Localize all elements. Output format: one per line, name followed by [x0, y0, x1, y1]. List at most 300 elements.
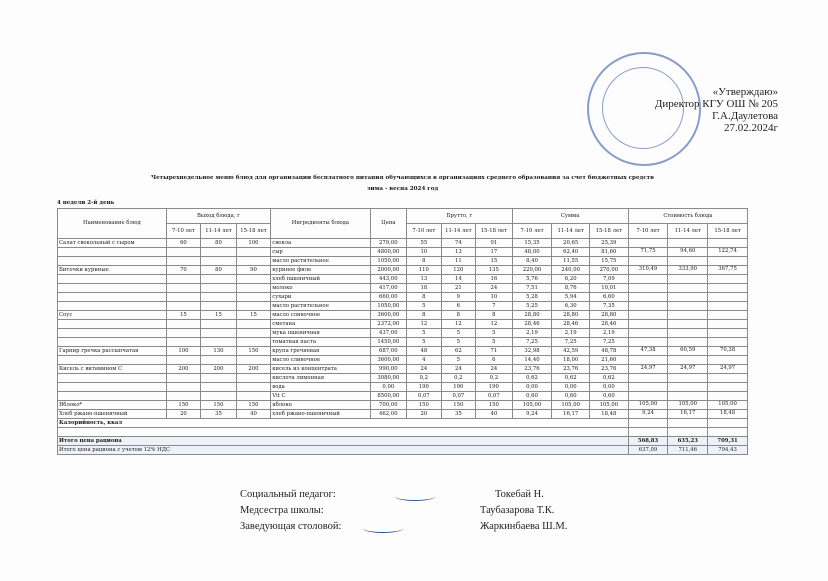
sum-value: 6,60: [590, 293, 629, 302]
sum-value: 2,19: [552, 329, 590, 338]
yield-value: [236, 275, 271, 284]
brutto-value: 150: [476, 401, 513, 410]
sum-value: 32,98: [512, 347, 552, 356]
cost-value: 24,97: [668, 365, 708, 374]
calories-row-value: [668, 419, 708, 428]
brutto-value: 13: [441, 248, 475, 257]
brutto-value: 6: [441, 302, 475, 311]
table-row: [58, 311, 748, 320]
brutto-value: 24: [407, 365, 441, 374]
table-row: [58, 410, 748, 419]
yield-value: [166, 293, 200, 302]
cost-value: 9,24: [628, 410, 668, 419]
cost-value: [628, 239, 668, 248]
yield-value: 20: [166, 410, 200, 419]
sum-value: 5,28: [512, 293, 552, 302]
yield-value: [236, 293, 271, 302]
age-header: 7-10 лет: [166, 224, 200, 239]
age-header: 11-14 лет: [201, 224, 237, 239]
sum-value: 5,25: [512, 302, 552, 311]
table-row: [58, 356, 748, 365]
dish-name: Яблоко*: [58, 401, 167, 410]
yield-value: [166, 302, 200, 311]
brutto-value: 21: [441, 284, 475, 293]
yield-value: [166, 329, 200, 338]
cost-value: [628, 257, 668, 266]
yield-value: 150: [166, 401, 200, 410]
dish-name: Хлеб ржано-пшеничный: [58, 410, 167, 419]
cost-value: [628, 356, 668, 365]
sum-value: 220,00: [512, 266, 552, 275]
sum-value: 16,17: [552, 410, 590, 419]
table-row: [58, 383, 748, 392]
yield-value: [201, 302, 237, 311]
sum-value: 270,00: [590, 266, 629, 275]
cost-value: [668, 239, 708, 248]
ingredient-name: масло растительное: [271, 257, 370, 266]
cost-value: 367,75: [708, 266, 748, 275]
price-value: 700,00: [370, 401, 407, 410]
cost-value: [668, 356, 708, 365]
cost-value: 122,74: [708, 248, 748, 257]
cost-value: [668, 311, 708, 320]
brutto-value: 11: [441, 257, 475, 266]
ingredient-name: куриное филе: [271, 266, 370, 275]
approval-line1: «Утверждаю»: [712, 86, 778, 98]
yield-value: 15: [201, 311, 237, 320]
yield-value: 150: [201, 401, 237, 410]
ingredient-name: кисель из концентрата: [271, 365, 370, 374]
cost-value: [708, 302, 748, 311]
price-value: 660,00: [370, 293, 407, 302]
sum-value: 15,75: [590, 257, 629, 266]
table-row: [58, 392, 748, 401]
signature-name: Токебай Н.: [495, 489, 544, 500]
brutto-value: 17: [476, 248, 513, 257]
yield-value: [201, 293, 237, 302]
cost-value: [668, 284, 708, 293]
cost-value: [708, 275, 748, 284]
table-row: [58, 320, 748, 329]
ingredient-name: томатная паста: [271, 338, 370, 347]
total-vat-row-value: 794,43: [708, 446, 748, 455]
sum-value: 7,35: [590, 302, 629, 311]
cost-value: [628, 311, 668, 320]
brutto-value: 190: [407, 383, 441, 392]
yield-value: 90: [236, 266, 271, 275]
yield-value: [236, 374, 271, 383]
cost-value: 105,00: [668, 401, 708, 410]
col-ingredients: Ингредиенты блюда: [271, 209, 370, 239]
sum-value: 2,19: [590, 329, 629, 338]
sum-value: 62,40: [552, 248, 590, 257]
ingredient-name: хлеб ржано-пшеничный: [271, 410, 370, 419]
yield-value: [166, 374, 200, 383]
cost-value: [708, 338, 748, 347]
brutto-value: 40: [476, 410, 513, 419]
ingredient-name: кислота лимонная: [271, 374, 370, 383]
price-value: 990,00: [370, 365, 407, 374]
cost-value: [628, 383, 668, 392]
ingredient-name: масло сливочное: [271, 356, 370, 365]
brutto-value: 5: [476, 329, 513, 338]
brutto-value: 16: [476, 275, 513, 284]
cost-value: 16,17: [668, 410, 708, 419]
yield-value: [201, 329, 237, 338]
table-row: [58, 329, 748, 338]
price-value: 437,00: [370, 329, 407, 338]
brutto-value: 5: [476, 338, 513, 347]
dish-name: [58, 392, 167, 401]
cost-value: [708, 329, 748, 338]
yield-value: 100: [166, 347, 200, 356]
yield-value: 70: [166, 266, 200, 275]
sum-value: 14,40: [512, 356, 552, 365]
brutto-value: 20: [407, 410, 441, 419]
brutto-value: 190: [441, 383, 475, 392]
cost-value: [668, 302, 708, 311]
approval-line4: 27.02.2024г: [723, 122, 778, 134]
approval-line3: Г.А.Даулетова: [712, 110, 778, 122]
sum-value: 240,00: [552, 266, 590, 275]
signature-name: Жаркинбаева Ш.М.: [480, 521, 568, 532]
signature-role: Медсестра школы:: [240, 505, 324, 516]
yield-value: 15: [166, 311, 200, 320]
price-value: 0,00: [370, 383, 407, 392]
cost-value: [668, 329, 708, 338]
sum-value: 18,00: [552, 356, 590, 365]
cost-value: 310,49: [628, 266, 668, 275]
sum-value: 28,80: [552, 311, 590, 320]
yield-value: 200: [236, 365, 271, 374]
cost-value: [628, 329, 668, 338]
brutto-value: 0,07: [441, 392, 475, 401]
calories-row: [58, 419, 748, 428]
sum-value: 105,00: [552, 401, 590, 410]
cost-value: [708, 392, 748, 401]
yield-value: 150: [236, 401, 271, 410]
ingredient-name: молоко: [271, 284, 370, 293]
brutto-value: 190: [476, 383, 513, 392]
brutto-value: 150: [407, 401, 441, 410]
brutto-value: 5: [407, 329, 441, 338]
cost-value: [628, 302, 668, 311]
yield-value: [236, 329, 271, 338]
sum-value: 7,25: [552, 338, 590, 347]
price-value: 1450,00: [370, 338, 407, 347]
sum-value: 0,60: [590, 392, 629, 401]
signature-role: Социальный педагог:: [240, 489, 336, 500]
cost-value: [628, 293, 668, 302]
yield-value: [201, 257, 237, 266]
total-vat-row-value: 637,09: [628, 446, 668, 455]
age-header: 11-14 лет: [668, 224, 708, 239]
sum-value: 11,55: [552, 257, 590, 266]
cost-value: [708, 239, 748, 248]
price-value: 3080,00: [370, 374, 407, 383]
cost-value: [708, 374, 748, 383]
col-brutto: Брутто, г: [407, 209, 513, 224]
cost-value: [708, 356, 748, 365]
brutto-value: 24: [476, 284, 513, 293]
age-header: 7-10 лет: [628, 224, 668, 239]
brutto-value: 91: [476, 239, 513, 248]
brutto-value: 0,2: [407, 374, 441, 383]
day-label: 4 недели 2-й день: [57, 200, 115, 206]
brutto-value: 4: [407, 356, 441, 365]
price-value: 4800,00: [370, 248, 407, 257]
blank-row: [58, 428, 748, 437]
brutto-value: 0,2: [476, 374, 513, 383]
cost-value: [628, 392, 668, 401]
price-value: 1050,00: [370, 302, 407, 311]
sum-value: 21,60: [590, 356, 629, 365]
dish-name: Кисель с витамином С: [58, 365, 167, 374]
yield-value: [201, 284, 237, 293]
ingredient-name: сухари: [271, 293, 370, 302]
brutto-value: 48: [407, 347, 441, 356]
price-value: 8500,00: [370, 392, 407, 401]
age-header: 15-18 лет: [590, 224, 629, 239]
blank-row-label: [58, 428, 629, 437]
yield-value: 150: [236, 347, 271, 356]
table-row: [58, 284, 748, 293]
age-header: 7-10 лет: [407, 224, 441, 239]
dish-name: [58, 383, 167, 392]
dish-name: [58, 329, 167, 338]
ingredient-name: яблоко: [271, 401, 370, 410]
table-row: [58, 293, 748, 302]
brutto-value: 5: [441, 356, 475, 365]
cost-value: [628, 320, 668, 329]
sum-value: 7,25: [590, 338, 629, 347]
total-row-label: Итого цена рациона: [58, 437, 629, 446]
brutto-value: 74: [441, 239, 475, 248]
cost-value: [708, 311, 748, 320]
col-price: Цена: [370, 209, 407, 239]
yield-value: [236, 248, 271, 257]
calories-row-value: [708, 419, 748, 428]
dish-name: [58, 302, 167, 311]
price-value: 687,00: [370, 347, 407, 356]
ingredient-name: свекла: [271, 239, 370, 248]
brutto-value: 5: [407, 302, 441, 311]
yield-value: [166, 275, 200, 284]
brutto-value: 0,2: [441, 374, 475, 383]
cost-value: [668, 320, 708, 329]
dish-name: [58, 320, 167, 329]
dish-name: Биточки куриные: [58, 266, 167, 275]
ingredient-name: сметана: [271, 320, 370, 329]
sum-value: 105,00: [512, 401, 552, 410]
ingredient-name: масло растительное: [271, 302, 370, 311]
cost-value: 24,97: [628, 365, 668, 374]
brutto-value: 8: [441, 311, 475, 320]
table-row: [58, 338, 748, 347]
dish-name: [58, 356, 167, 365]
yield-value: 60: [166, 239, 200, 248]
yield-value: [166, 392, 200, 401]
yield-value: [166, 257, 200, 266]
yield-value: [166, 248, 200, 257]
cost-value: [668, 338, 708, 347]
brutto-value: 12: [407, 320, 441, 329]
dish-name: Салат свекольный с сыром: [58, 239, 167, 248]
brutto-value: 0,07: [476, 392, 513, 401]
sum-value: 42,59: [552, 347, 590, 356]
yield-value: [201, 320, 237, 329]
table-row: [58, 248, 748, 257]
brutto-value: 9: [441, 293, 475, 302]
cost-value: [708, 284, 748, 293]
sum-value: 0,62: [512, 374, 552, 383]
sum-value: 5,94: [552, 293, 590, 302]
brutto-value: 5: [441, 329, 475, 338]
brutto-value: 8: [476, 311, 513, 320]
menu-subtitle: зима - весна 2024 год: [366, 186, 439, 192]
sum-value: 0,60: [552, 392, 590, 401]
total-vat-row-label: Итого цена рациона с учетом 12% НДС: [58, 446, 629, 455]
price-value: 2000,00: [370, 266, 407, 275]
yield-value: [236, 257, 271, 266]
sum-value: 6,20: [552, 275, 590, 284]
cost-value: 105,00: [628, 401, 668, 410]
col-name: Наименование блюд: [58, 209, 167, 239]
sum-value: 25,39: [590, 239, 629, 248]
yield-value: [236, 338, 271, 347]
sum-value: 0,62: [552, 374, 590, 383]
sum-value: 28,46: [590, 320, 629, 329]
sum-value: 28,80: [512, 311, 552, 320]
cost-value: [668, 275, 708, 284]
brutto-value: 10: [407, 248, 441, 257]
ingredient-name: крупа гречневая: [271, 347, 370, 356]
sum-value: 0,00: [552, 383, 590, 392]
sum-value: 0,00: [512, 383, 552, 392]
brutto-value: 24: [476, 365, 513, 374]
col-yield: Выход блюда, г: [166, 209, 271, 224]
sum-value: 7,25: [512, 338, 552, 347]
brutto-value: 13: [407, 275, 441, 284]
cost-value: 71,75: [628, 248, 668, 257]
table-row: [58, 347, 748, 356]
yield-value: 80: [201, 266, 237, 275]
sum-value: 6,30: [552, 302, 590, 311]
yield-value: 130: [201, 347, 237, 356]
table-row: [58, 266, 748, 275]
cost-value: [668, 293, 708, 302]
table-row: [58, 239, 748, 248]
sum-value: 28,80: [590, 311, 629, 320]
table-row: [58, 401, 748, 410]
blank-row-value: [708, 428, 748, 437]
brutto-value: 5: [441, 338, 475, 347]
cost-value: [668, 374, 708, 383]
yield-value: [236, 302, 271, 311]
approval-block: [655, 86, 778, 134]
table-row: [58, 374, 748, 383]
yield-value: [166, 338, 200, 347]
col-sum: Сумма: [512, 209, 628, 224]
cost-value: [628, 275, 668, 284]
calories-row-value: [628, 419, 668, 428]
yield-value: [201, 275, 237, 284]
brutto-value: 150: [441, 401, 475, 410]
yield-value: [236, 392, 271, 401]
age-header: 7-10 лет: [512, 224, 552, 239]
blank-row-value: [628, 428, 668, 437]
sum-value: 105,00: [590, 401, 629, 410]
brutto-value: 8: [407, 311, 441, 320]
yield-value: 200: [166, 365, 200, 374]
ingredient-name: Vit C: [271, 392, 370, 401]
cost-value: 60,59: [668, 347, 708, 356]
sum-value: 23,76: [590, 365, 629, 374]
price-value: 462,00: [370, 410, 407, 419]
yield-value: 200: [201, 365, 237, 374]
brutto-value: 62: [441, 347, 475, 356]
price-value: 3600,00: [370, 311, 407, 320]
brutto-value: 18: [407, 284, 441, 293]
cost-value: [708, 320, 748, 329]
brutto-value: 15: [476, 257, 513, 266]
cost-value: 24,97: [708, 365, 748, 374]
dish-name: Соус: [58, 311, 167, 320]
price-value: 2372,00: [370, 320, 407, 329]
sum-value: 23,76: [512, 365, 552, 374]
cost-value: [708, 293, 748, 302]
dish-name: [58, 374, 167, 383]
sum-value: 28,46: [512, 320, 552, 329]
yield-value: 40: [236, 410, 271, 419]
approval-line2: Директор КГУ ОШ № 205: [654, 98, 778, 110]
age-header: 15-18 лет: [476, 224, 513, 239]
brutto-value: 71: [476, 347, 513, 356]
sum-value: 7,09: [590, 275, 629, 284]
age-header: 15-18 лет: [236, 224, 271, 239]
brutto-value: 12: [441, 320, 475, 329]
sum-value: 2,19: [512, 329, 552, 338]
ingredient-name: мука пшеничная: [271, 329, 370, 338]
sum-value: 28,46: [552, 320, 590, 329]
handwritten-signature: [395, 492, 435, 501]
sum-value: 15,35: [512, 239, 552, 248]
cost-value: [628, 338, 668, 347]
sum-value: 0,60: [512, 392, 552, 401]
sum-value: 10,01: [590, 284, 629, 293]
yield-value: [236, 383, 271, 392]
calories-row-label: Калорийность, ккал: [58, 419, 629, 428]
yield-value: [236, 356, 271, 365]
yield-value: [201, 383, 237, 392]
brutto-value: 55: [407, 239, 441, 248]
total-row: [58, 437, 748, 446]
blank-row-value: [668, 428, 708, 437]
brutto-value: 12: [476, 320, 513, 329]
ingredient-name: хлеб пшеничный: [271, 275, 370, 284]
yield-value: [166, 284, 200, 293]
sum-value: 9,24: [512, 410, 552, 419]
cost-value: 47,38: [628, 347, 668, 356]
brutto-value: 0,07: [407, 392, 441, 401]
cost-value: 70,38: [708, 347, 748, 356]
sum-value: 48,78: [590, 347, 629, 356]
ingredient-name: сыр: [271, 248, 370, 257]
sum-value: 23,76: [552, 365, 590, 374]
yield-value: [201, 356, 237, 365]
menu-table: [57, 208, 748, 455]
brutto-value: 110: [407, 266, 441, 275]
